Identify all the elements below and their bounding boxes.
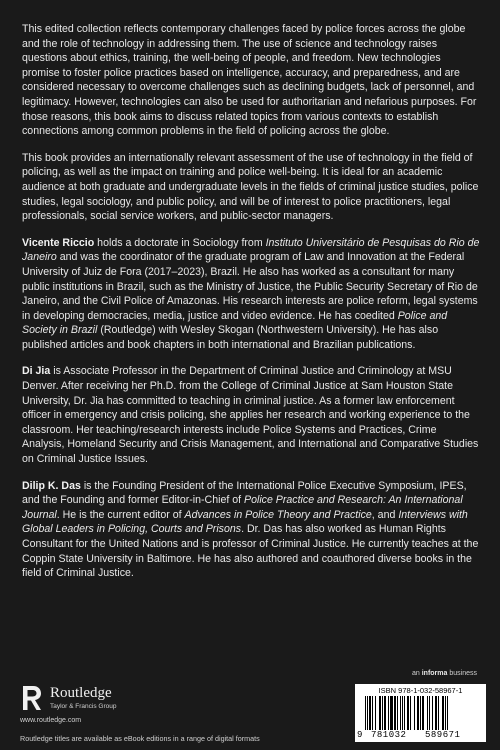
author-name: Dilip K. Das [22,479,81,492]
institution-title: Instituto Universitário de Pesquisas do Rio de Janeiro [22,236,480,264]
description-paragraph-1: This edited collection reflects contemporary challenges faced by police forces across the globe and the role of technology in addressing them. The use of science and technology raises questions about ethics, training, the well-being of people, and freedom. New technologies promise to foster police practices based on intelligence, accuracy, and preparedness, and are considered necessary to overcome challenges such as declining budgets, lack of personnel, and legitimacy. However, technologies can also be used for authoritarian and nefarious purposes. For those reasons, this book aims to discuss related topics from various contexts to establish connections among common problems in the field of policing across the globe. [22,23,477,138]
author-name: Vicente Riccio [22,236,95,249]
bio-text: . Dr. Das has also worked as Human Rights Consultant for the United Nations and is professor of Criminal Justice. He currently teaches at the Coppin State University in Baltimore. He has also authored and coauthored diverse books in the field of Criminal Justice. [22,523,479,580]
informa-brand: informa [421,670,448,677]
barcode-right-digits: 589671 [425,730,461,740]
series-title: Interviews with Global Leaders in Policing, Courts and Prisons [22,508,468,536]
back-cover-text [22,22,480,593]
bio-text: is the Founding President of the International Police Executive Symposium, IPES, and the Founding and former Editor-in-Chief of [22,479,467,507]
barcode-bars [361,696,480,730]
author-name: Di Jia [22,365,51,378]
bio-text: , and [371,508,399,521]
informa-business-tag [412,670,477,677]
bio-di-jia [22,364,480,466]
bio-text: is Associate Professor in the Department of Criminal Justice and Criminology at MSU Denver. After receiving her Ph.D. from the College of Criminal Justice at Sam Houston State University, Dr. Jia has committed to teaching in criminal justice. As a former law enforcement officer in emergency and crisis policing, she applies her research and working experience to the classroom. Her teaching/research interests include Police Systems and Practices, Crime Analysis, Homeland Security and Crisis Management, and International and Comparative Studies on Criminal Justice Issues. [22,365,479,466]
journal-title: Police Practice and Research: An International Journal [22,494,463,521]
ebook-note: Routledge titles are available as eBook editions in a range of digital formats [20,734,260,743]
informa-prefix: an [412,670,422,677]
bio-text: . He is the current editor of [56,508,185,521]
barcode-left-digits: 781032 [371,730,407,740]
isbn-label: ISBN 978-1-032-58967-1 [378,686,463,695]
informa-suffix: business [447,670,477,677]
bio-text: and was the coordinator of the graduate program of Law and Innovation at the Federal University of Juiz de Fora (2017–2023), Brazil. He also has worked as a consultant for many public institutions in Brazil, such as the Ministry of Justice, the Public Security Secretary of Rio de Janeiro, and the Civil Police of Amazonas. His research interests are police reform, legal systems in developing democracies, media, justice and video evidence. He has coedited [22,251,478,322]
bio-text: (Routledge) with Wesley Skogan (Northwestern University). He has also published articles and book chapters in both international and Brazilian publications. [22,324,439,351]
isbn-barcode [355,684,486,742]
book-title: Police and Society in Brazil [22,309,448,337]
bio-vicente-riccio [22,236,480,353]
publisher-name: Routledge [50,685,112,701]
publisher-subtitle: Taylor & Francis Group [50,703,117,710]
routledge-r-icon [20,684,44,712]
bio-dilip-das [22,479,480,581]
barcode-first-digit: 9 [357,730,363,740]
series-title: Advances in Police Theory and Practice [184,508,372,521]
publisher-url: www.routledge.com [20,717,82,724]
bio-text: holds a doctorate in Sociology from [94,236,266,249]
description-paragraph-2: This book provides an internationally relevant assessment of the use of technology in the field of policing, as well as the impact on training and police well-being. It is ideal for an academic audience at both graduate and undergraduate levels in the fields of criminal justice studies, police studies, legal sociology, and public policy, and will be of interest to police practitioners, legal professionals, social service workers, and public-sector managers. [22,151,479,223]
